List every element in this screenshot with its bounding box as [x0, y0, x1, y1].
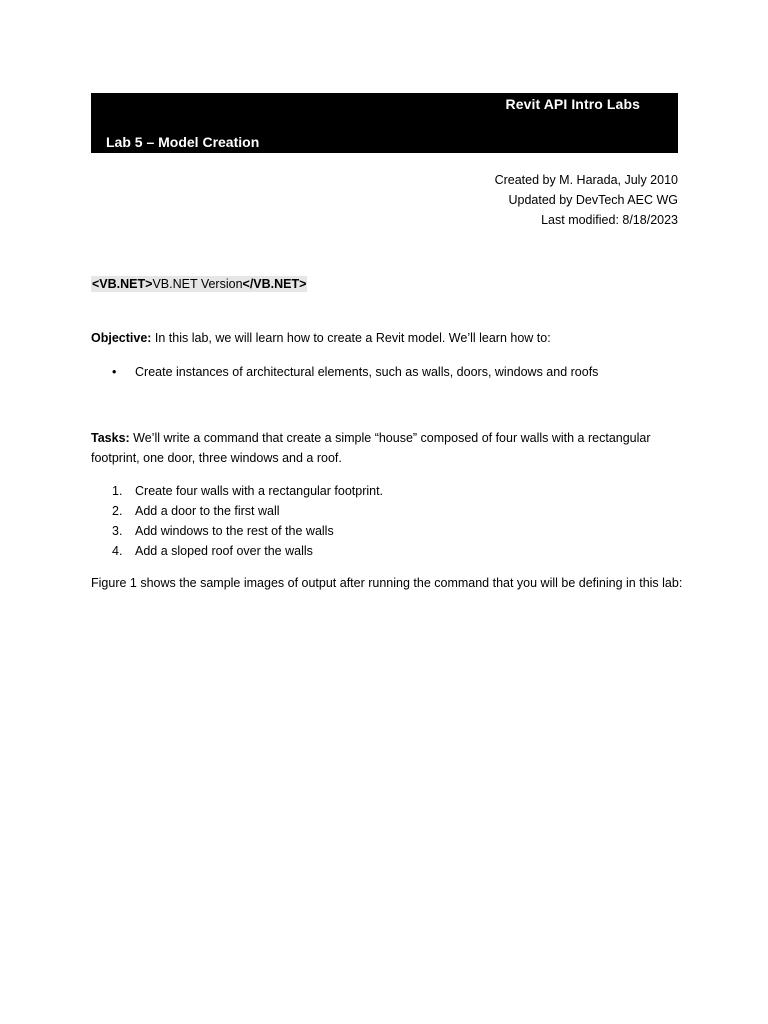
version-open-tag: <VB.NET>	[92, 277, 153, 291]
created-by: Created by M. Harada, July 2010	[494, 173, 678, 187]
list-item	[112, 521, 383, 541]
list-item	[112, 501, 383, 521]
tasks-paragraph	[91, 428, 683, 468]
document-meta	[495, 170, 678, 230]
step-number: 3.	[112, 524, 123, 538]
tasks-label: Tasks:	[91, 431, 130, 445]
bullet-icon: •	[112, 365, 117, 379]
version-tag-line	[91, 276, 307, 292]
step-number: 1.	[112, 484, 123, 498]
step-text: Add windows to the rest of the walls	[135, 524, 334, 538]
list-item	[112, 481, 383, 501]
objective-paragraph	[91, 329, 681, 347]
updated-by: Updated by DevTech AEC WG	[508, 193, 678, 207]
title-banner	[91, 93, 678, 153]
objective-text: In this lab, we will learn how to create a Revit model. We’ll learn how to:	[151, 331, 551, 345]
version-label: VB.NET Version	[152, 277, 243, 291]
bullet-text: Create instances of architectural elements, such as walls, doors, windows and roofs	[135, 365, 599, 379]
step-text: Add a door to the first wall	[135, 504, 280, 518]
lab-title: Lab 5 – Model Creation	[106, 134, 260, 150]
objective-bullets	[112, 363, 598, 381]
step-number: 4.	[112, 544, 123, 558]
list-item	[112, 363, 598, 381]
tasks-text: We’ll write a command that create a simple “house” composed of four walls with a rectangular footprint, one door, three windows and a roof.	[91, 431, 651, 465]
last-modified: Last modified: 8/18/2023	[541, 213, 678, 227]
list-item	[112, 541, 383, 561]
step-text: Add a sloped roof over the walls	[135, 544, 313, 558]
step-text: Create four walls with a rectangular footprint.	[135, 484, 384, 498]
figure-intro-paragraph: Figure 1 shows the sample images of output after running the command that you will be defining in this lab:	[91, 576, 683, 590]
task-steps	[112, 481, 383, 561]
series-title: Revit API Intro Labs	[505, 96, 640, 112]
version-close-tag: </VB.NET>	[242, 277, 307, 291]
objective-label: Objective:	[91, 331, 152, 345]
step-number: 2.	[112, 504, 123, 518]
